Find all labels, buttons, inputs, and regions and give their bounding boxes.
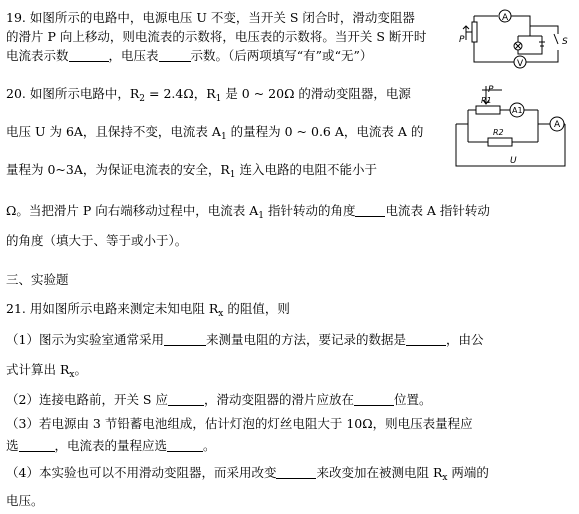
q21-number: 21. [6, 301, 26, 316]
q21-text-1c: 的阻值，则 [223, 301, 290, 316]
q21-text-p1a: （1）图示为实验室通常采用 [6, 332, 164, 347]
q21-text-p1d: 式计算出 R [6, 362, 70, 377]
q20-text-3a: 量程为 0~3A，为保证电流表的安全，R [6, 162, 230, 177]
q20-a1-label: A1 [512, 106, 523, 115]
q21-part3-line2 [6, 438, 216, 454]
q20-r1-label: R1 [481, 96, 492, 105]
q21-text-p3c: ，电流表的量程应选 [54, 438, 168, 453]
q21-blank-switch[interactable] [168, 393, 204, 406]
q20-p-label: P [488, 85, 494, 95]
q21-text-p2c: 位置。 [393, 392, 432, 407]
q21-text-p1c: ，由公 [445, 332, 484, 347]
q21-blank-vary[interactable] [276, 466, 316, 479]
q20-line5: 的角度（填大于、等于或小于）。 [6, 233, 188, 248]
q21-text-1a: 用如图所示电路来测定未知电阻 R [29, 301, 219, 316]
q20-circuit-diagram [448, 82, 574, 174]
q19-text-3b: ，电压表 [108, 48, 159, 63]
q19-text-3a: 电流表示数 [6, 48, 69, 63]
q21-blank-data[interactable] [406, 333, 446, 346]
q21-text-p4a: （4）本实验也可以不用滑动变阻器，而采用改变 [6, 465, 277, 480]
q20-text-1e: 是 0 ~ 20Ω 的滑动变阻器，电源 [221, 86, 411, 101]
q20-text-4a: Ω。当把滑片 P 向右端移动过程中，电流表 A [6, 203, 259, 218]
q19-s-label: S [562, 37, 568, 47]
q19-text-1: 如图所示的电路中，电源电压 U 不变，当开关 S 闭合时，滑动变阻器 [29, 10, 415, 25]
q20-sub-1d: 1 [215, 94, 222, 104]
q21-sub-p4c: x [442, 473, 448, 483]
q21-part4-line1 [6, 465, 489, 481]
q21-blank-voltmeter-range[interactable] [19, 439, 55, 452]
q20-text-4c: 指针转动的角度 [263, 203, 356, 218]
q21-text-p2b: ，滑动变阻器的滑片应放在 [203, 392, 354, 407]
q21-text-p3b: 选 [6, 438, 19, 453]
q21-blank-slider[interactable] [354, 393, 394, 406]
q19-line3 [6, 48, 372, 64]
q20-sub-3b: 1 [229, 170, 236, 180]
q20-line3 [6, 162, 377, 178]
q21-text-p4d: 两端的 [447, 465, 489, 480]
q19-text-3c: 示数。（后两项填写“有”或“无”） [190, 48, 373, 63]
q19-blank-voltmeter[interactable] [159, 49, 191, 62]
q21-sub-1b: x [218, 309, 224, 319]
q21-text-p1b: 来测量电阻的方法，要记录的数据是 [205, 332, 406, 347]
q19-voltmeter-label: V [517, 59, 524, 69]
q21-text-p4b: 来改变加在被测电阻 R [316, 465, 443, 480]
section-title: 三、实验题 [6, 272, 69, 287]
q19-circuit-diagram [458, 4, 574, 70]
q20-line2 [6, 124, 423, 140]
q20-a-label: A [554, 120, 561, 130]
q20-line4 [6, 203, 490, 219]
q20-line1 [6, 86, 411, 102]
q21-blank-ammeter-range[interactable] [167, 439, 203, 452]
q19-ammeter-label: A [502, 13, 509, 23]
q20-text-2c: 的量程为 0 ~ 0.6 A，电流表 A 的 [226, 124, 424, 139]
q20-r2-label: R2 [493, 128, 504, 137]
q19-number: 19. [6, 10, 26, 25]
q21-line1 [6, 301, 290, 317]
q20-text-1a: 如图所示电路中，R [29, 86, 140, 101]
q20-text-3c: 连入电路的电阻不能小于 [235, 162, 378, 177]
q21-part4-line2: 电压。 [6, 493, 44, 508]
q19-blank-ammeter[interactable] [69, 49, 109, 62]
q20-sub-1b: 2 [139, 94, 146, 104]
q21-part3-line1: （3）若电源由 3 节铅蓄电池组成，估计灯泡的灯丝电阻大于 10Ω，则电压表量程应 [6, 416, 473, 431]
q20-number: 20. [6, 86, 26, 101]
q21-part2 [6, 392, 432, 408]
q20-blank-angle[interactable] [355, 204, 385, 217]
q20-sub-4b: 1 [258, 211, 264, 221]
q20-u-label: U [510, 156, 517, 166]
q19-line1 [6, 10, 415, 26]
q21-sub-p1e: x [69, 370, 75, 380]
q20-text-2a: 电压 U 为 6A，且保持不变，电流表 A [6, 124, 221, 139]
q21-text-p1f: 。 [74, 362, 87, 377]
q20-sub-2b: 1 [220, 132, 227, 142]
q21-part1-line1 [6, 332, 484, 348]
q21-text-p3d: 。 [203, 438, 216, 453]
q19-line2: 的滑片 P 向上移动，则电流表的示数将，电压表的示数将。当开关 S 断开时 [6, 29, 427, 44]
q19-p-label: P [459, 35, 465, 45]
q21-part1-line2 [6, 362, 87, 378]
q20-text-1c: = 2.4Ω，R [145, 86, 216, 101]
q21-text-p2a: （2）连接电路前，开关 S 应 [6, 392, 168, 407]
q21-blank-method[interactable] [164, 333, 206, 346]
q20-text-4d: 电流表 A 指针转动 [385, 203, 490, 218]
